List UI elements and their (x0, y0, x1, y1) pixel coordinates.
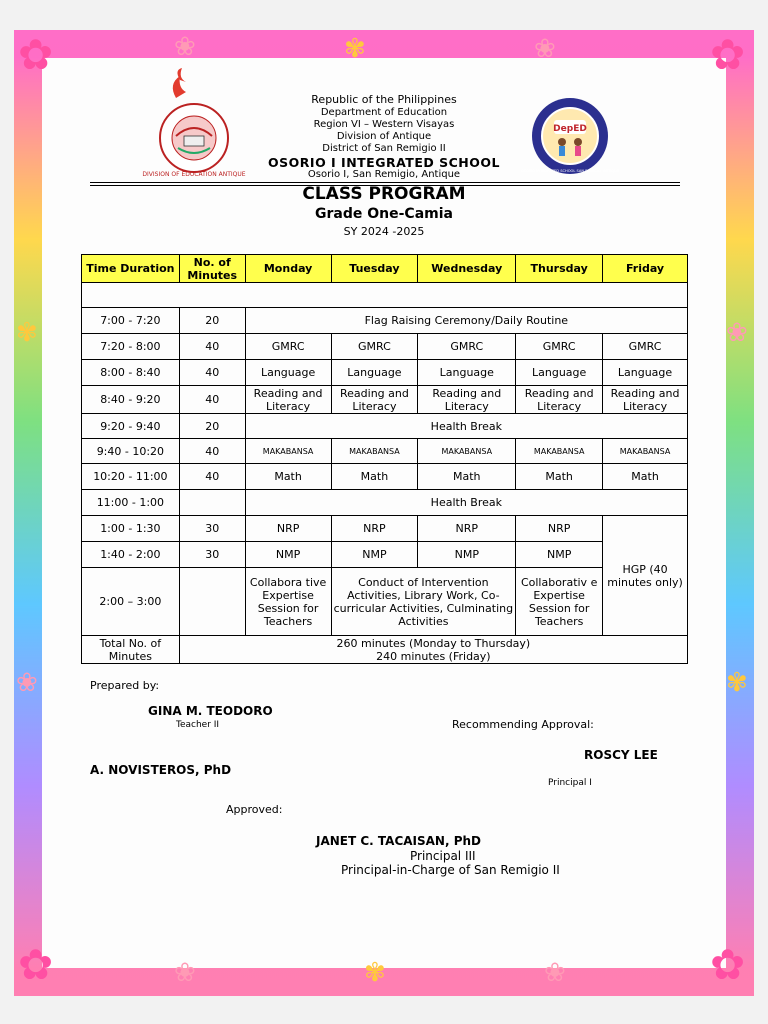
table-row (82, 516, 688, 542)
table-row (82, 490, 688, 516)
activity-cell: Collaborativ e Expertise Session for Teachers (516, 568, 603, 636)
time-cell: 2:00 – 3:00 (82, 568, 180, 636)
subject-cell: NMP (331, 542, 418, 568)
subject-cell: MAKABANSA (418, 439, 516, 464)
minutes-cell: 20 (179, 414, 245, 439)
time-cell: 1:40 - 2:00 (82, 542, 180, 568)
time-cell: 1:00 - 1:30 (82, 516, 180, 542)
flower-icon: ✿ (710, 30, 746, 79)
subject-cell: Math (331, 464, 418, 490)
time-cell: 8:40 - 9:20 (82, 386, 180, 414)
minutes-cell: 40 (179, 439, 245, 464)
school-name: OSORIO I INTEGRATED SCHOOL (268, 155, 500, 170)
time-cell: 7:00 - 7:20 (82, 308, 180, 334)
table-row (82, 360, 688, 386)
activity-cell: Health Break (245, 414, 687, 439)
flower-icon: ❀ (726, 318, 748, 348)
minutes-cell: 30 (179, 516, 245, 542)
subject-cell: Math (418, 464, 516, 490)
subject-cell: GMRC (331, 334, 418, 360)
subject-cell: NRP (245, 516, 331, 542)
total-line: 260 minutes (Monday to Thursday) (336, 636, 531, 650)
flower-icon: ✾ (16, 318, 38, 348)
subject-cell: MAKABANSA (516, 439, 603, 464)
header-cell: Monday (245, 255, 331, 283)
subject-cell: NMP (418, 542, 516, 568)
table-row (82, 283, 688, 308)
flower-icon: ✿ (710, 940, 746, 989)
time-cell: 8:00 - 8:40 (82, 360, 180, 386)
time-cell: 9:40 - 10:20 (82, 439, 180, 464)
school-year: SY 2024 -2025 (343, 225, 425, 238)
subject-cell: MAKABANSA (603, 439, 688, 464)
subject-cell: NMP (245, 542, 331, 568)
header-department: Department of Education (320, 107, 448, 118)
approved-name: JANET C. TACAISAN, PhD (316, 834, 482, 848)
school-address: Osorio I, San Remigio, Antique (307, 169, 461, 180)
header-region: Region VI – Western Visayas (313, 119, 455, 130)
total-value-cell (179, 636, 687, 664)
activity-cell: Flag Raising Ceremony/Daily Routine (245, 308, 687, 334)
header-cell: Thursday (516, 255, 603, 283)
subject-cell: NMP (516, 542, 603, 568)
subject-cell: GMRC (245, 334, 331, 360)
prepared-name: GINA M. TEODORO (148, 704, 273, 718)
time-cell: 9:20 - 9:40 (82, 414, 180, 439)
subject-cell: MAKABANSA (331, 439, 418, 464)
header-cell: Wednesday (418, 255, 516, 283)
minutes-cell: 40 (179, 386, 245, 414)
prepared-title: Teacher II (176, 720, 220, 730)
subject-cell: GMRC (418, 334, 516, 360)
flower-icon: ❀ (174, 32, 196, 62)
friday-hgp-cell: HGP (40 minutes only) (603, 516, 688, 636)
header-cell: Friday (603, 255, 688, 283)
prepared-label: Prepared by: (90, 679, 160, 692)
header-cell: No. of Minutes (179, 255, 245, 283)
subject-cell: Language (331, 360, 418, 386)
subject-cell: Math (603, 464, 688, 490)
subject-cell: Language (418, 360, 516, 386)
flower-icon: ❀ (534, 34, 556, 64)
approved-role: Principal-in-Charge of San Remigio II (341, 863, 560, 877)
table-header-row (82, 255, 688, 283)
subject-cell: NRP (516, 516, 603, 542)
subject-cell: Language (245, 360, 331, 386)
total-line: 240 minutes (Friday) (376, 649, 491, 663)
page-title: CLASS PROGRAM (302, 184, 466, 204)
flower-icon: ✾ (344, 34, 366, 64)
flower-icon: ❀ (174, 958, 196, 988)
recommending-title: Principal I (548, 778, 592, 788)
flower-icon: ❀ (16, 668, 38, 698)
subject-cell: NRP (418, 516, 516, 542)
table-row (82, 464, 688, 490)
minutes-cell: 20 (179, 308, 245, 334)
minutes-cell (179, 490, 245, 516)
table-row (82, 308, 688, 334)
subject-cell: Math (516, 464, 603, 490)
header-division: Division of Antique (336, 131, 432, 142)
header-district: District of San Remigio II (322, 143, 446, 154)
minutes-cell: 40 (179, 334, 245, 360)
approved-title: Principal III (410, 849, 476, 863)
minutes-cell: 40 (179, 464, 245, 490)
approved-label: Approved: (226, 803, 283, 816)
table-row (82, 414, 688, 439)
right-seal-badge: DepED (553, 124, 587, 134)
header-cell: Time Duration (82, 255, 180, 283)
flower-icon: ✾ (726, 668, 748, 698)
subject-cell: Language (603, 360, 688, 386)
subject-cell: NRP (331, 516, 418, 542)
flower-icon: ✾ (364, 958, 386, 988)
table-row (82, 568, 688, 636)
subject-cell: GMRC (516, 334, 603, 360)
recommending-name: ROSCY LEE (584, 748, 658, 762)
time-cell: 11:00 - 1:00 (82, 490, 180, 516)
table-row (82, 542, 688, 568)
table-row (82, 439, 688, 464)
flower-icon: ✿ (18, 940, 54, 989)
time-cell: 10:20 - 11:00 (82, 464, 180, 490)
subject-cell: Reading and Literacy (245, 386, 331, 414)
header-republic: Republic of the Philippines (311, 93, 457, 106)
minutes-cell: 40 (179, 360, 245, 386)
subject-cell: GMRC (603, 334, 688, 360)
flower-icon: ✿ (18, 30, 54, 79)
minutes-cell (179, 568, 245, 636)
subject-cell: Math (245, 464, 331, 490)
table-row (82, 386, 688, 414)
left-signatory-name: A. NOVISTEROS, PhD (90, 763, 232, 777)
grade-section: Grade One-Camia (315, 206, 453, 222)
activity-cell: Conduct of Intervention Activities, Library Work, Co-curricular Activities, Culminating Activities (331, 568, 516, 636)
activity-cell: Collabora tive Expertise Session for Teachers (245, 568, 331, 636)
header-divider (90, 182, 680, 183)
subject-cell: MAKABANSA (245, 439, 331, 464)
left-seal-text: DIVISION OF EDUCATION ANTIQUE (142, 171, 246, 178)
right-seal-text: OSORIO INTEGRATED SCHOOL SAN REMIGIO, ANTIQUE (520, 169, 620, 173)
subject-cell: Reading and Literacy (418, 386, 516, 414)
table-total-row (82, 636, 688, 664)
time-cell: 7:20 - 8:00 (82, 334, 180, 360)
class-program-table (81, 254, 688, 664)
header-cell: Tuesday (331, 255, 418, 283)
activity-cell: Health Break (245, 490, 687, 516)
subject-cell: Reading and Literacy (516, 386, 603, 414)
subject-cell: Reading and Literacy (331, 386, 418, 414)
blank-row (82, 283, 688, 308)
minutes-cell: 30 (179, 542, 245, 568)
flower-icon: ❀ (544, 958, 566, 988)
subject-cell: Reading and Literacy (603, 386, 688, 414)
recommending-label: Recommending Approval: (452, 718, 594, 731)
table-row (82, 334, 688, 360)
total-label-cell: Total No. of Minutes (82, 636, 180, 664)
subject-cell: Language (516, 360, 603, 386)
